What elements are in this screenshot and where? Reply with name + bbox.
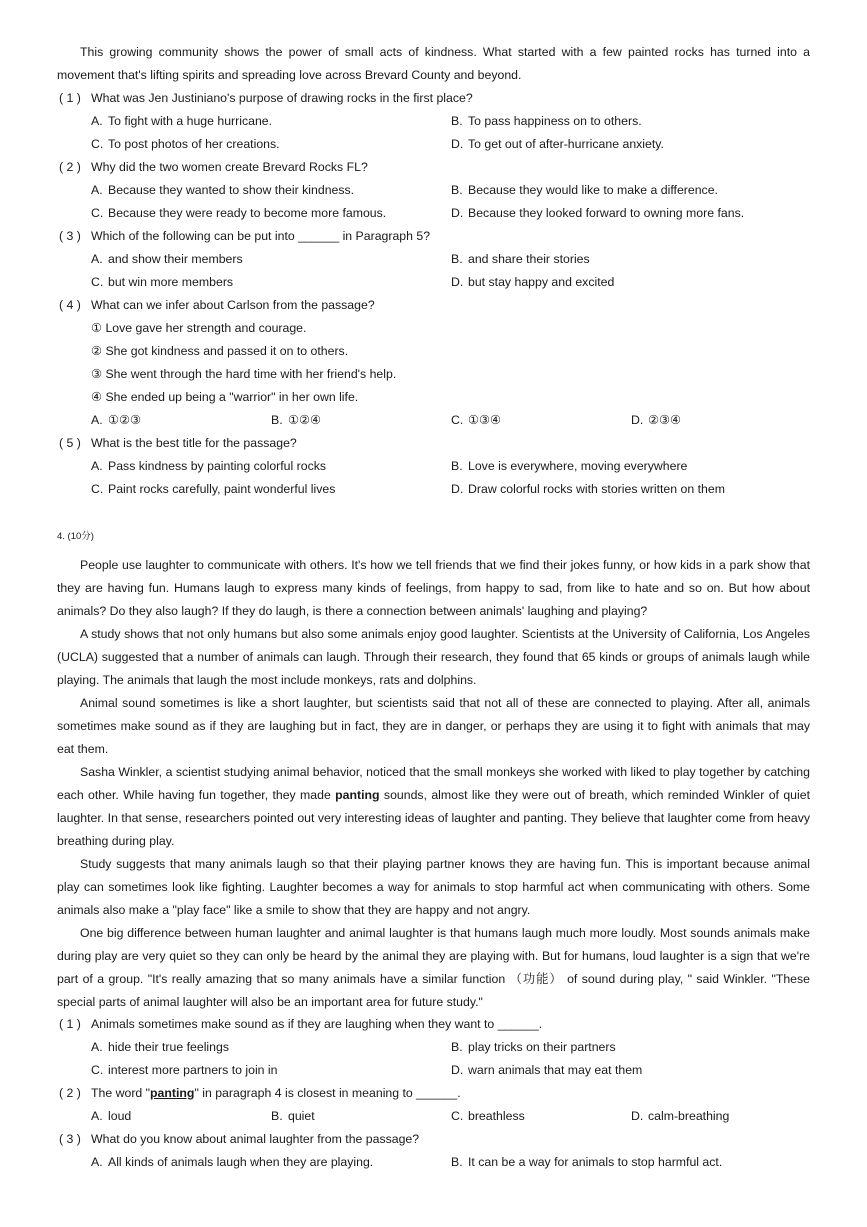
option-b: B. play tricks on their partners: [451, 1040, 616, 1054]
passage-paragraph-5: Study suggests that many animals laugh so that their playing partner knows they are having fun. This is important because animal play can sometimes look like fighting. Laughter becomes a way for animals to stop harmful act when communicating with others. Some animals also make a "play face" like a smile to show that they are happy and not angry.: [57, 857, 810, 917]
question-number: ( 3 ): [59, 1132, 81, 1146]
question-s4-1: [59, 1013, 542, 1036]
closing-paragraph: This growing community shows the power of small acts of kindness. What started with a few painted rocks has turned into a movement that's lifting spirits and spreading love across Brevard County and beyond.: [57, 45, 810, 82]
passage-paragraph-6: One big difference between human laughter and animal laughter is that humans laugh much more loudly. Most sounds animals make during play are very quiet so they can only be heard by the animal they are playing with. But for humans, loud laughter is a sign that we're part of a group. "It's really amazing that so many animals have a similar function （功能） of sound during play, " said Winkler. "These special parts of animal laughter will also be an important area for future study.": [57, 926, 810, 1009]
question-text: What can we infer about Carlson from the passage?: [91, 298, 375, 312]
option-d: D. but stay happy and excited: [451, 275, 615, 289]
statement-3: ③ She went through the hard time with her friend's help.: [91, 367, 397, 381]
question-s4-3: [59, 1128, 419, 1151]
question-number: ( 4 ): [59, 298, 81, 312]
option-c: C. interest more partners to join in: [91, 1063, 278, 1077]
question-text: What do you know about animal laughter from the passage?: [91, 1132, 420, 1146]
statement-2: ② She got kindness and passed it on to others.: [91, 344, 349, 358]
option-a: A. ①②③: [91, 413, 142, 427]
option-c: C. To post photos of her creations.: [91, 137, 280, 151]
statement-1: ① Love gave her strength and courage.: [91, 321, 307, 335]
option-b: B. Love is everywhere, moving everywhere: [451, 459, 688, 473]
question-text: Animals sometimes make sound as if they are laughing when they want to ______.: [91, 1017, 543, 1031]
option-c: C. ①③④: [451, 413, 502, 427]
question-number: ( 2 ): [59, 160, 81, 174]
option-a: A. Pass kindness by painting colorful rocks: [91, 459, 327, 473]
option-d: D. To get out of after-hurricane anxiety.: [451, 137, 664, 151]
option-c: C. but win more members: [91, 275, 234, 289]
underlined-word-panting: panting: [150, 1086, 195, 1100]
option-a: A. hide their true feelings: [91, 1040, 229, 1054]
option-d: D. Draw colorful rocks with stories written on them: [451, 482, 725, 496]
option-d: D. Because they looked forward to owning more fans.: [451, 206, 745, 220]
option-b: B. ①②④: [271, 413, 322, 427]
question-text: Which of the following can be put into ______ in Paragraph 5?: [91, 229, 431, 243]
question-number: ( 1 ): [59, 91, 81, 105]
question-number: ( 2 ): [59, 1086, 81, 1100]
question-s3-1: [59, 87, 473, 110]
bold-word-panting: panting: [335, 788, 380, 802]
option-c: C. Because they were ready to become more famous.: [91, 206, 387, 220]
question-number: ( 3 ): [59, 229, 81, 243]
question-s3-5: [59, 432, 297, 455]
question-number: ( 1 ): [59, 1017, 81, 1031]
question-s4-2: ( 2 ) The word "panting" in paragraph 4 is closest in meaning to ______.: [59, 1082, 461, 1105]
option-c: C. Paint rocks carefully, paint wonderful lives: [91, 482, 336, 496]
option-b: B. To pass happiness on to others.: [451, 114, 642, 128]
option-a: A. All kinds of animals laugh when they are playing.: [91, 1155, 374, 1169]
option-a: A. loud: [91, 1109, 132, 1123]
passage-paragraph-1: People use laughter to communicate with others. It's how we tell friends that we find their jokes funny, or how kids in a park show that they are having fun. Humans laugh to express many kinds of feelings, from happy to sad, from like to hate and so on. But how about animals? Do they also laugh? If they do laugh, is there a connection between animals' laughing and playing?: [57, 558, 810, 618]
option-a: A. To fight with a huge hurricane.: [91, 114, 273, 128]
passage-paragraph-2: A study shows that not only humans but also some animals enjoy good laughter. Scientists at the University of California, Los Angeles (UCLA) suggested that a number of animals can laugh. Through their research, they found that 65 kinds or groups of animals laugh while playing. The animals that laugh the most include monkeys, rats and dolphins.: [57, 627, 810, 687]
option-a: A. and show their members: [91, 252, 243, 266]
question-number: ( 5 ): [59, 436, 81, 450]
option-b: B. and share their stories: [451, 252, 590, 266]
question-text: What is the best title for the passage?: [91, 436, 297, 450]
option-d: D. warn animals that may eat them: [451, 1063, 643, 1077]
question-text: Why did the two women create Brevard Rocks FL?: [91, 160, 368, 174]
question-text: What was Jen Justiniano's purpose of drawing rocks in the first place?: [91, 91, 473, 105]
option-b: B. It can be a way for animals to stop harmful act.: [451, 1155, 723, 1169]
option-d: D. ②③④: [631, 413, 682, 427]
passage-paragraph-4: Sasha Winkler, a scientist studying animal behavior, noticed that the small monkeys she worked with liked to play together by catching each other. While having fun together, they made panting sounds, almost like they were out of breath, which reminded Winkler of quiet laughter. In that sense, researchers pointed out very interesting ideas of laughter and panting. They believe that laughter come from heavy breathing during play.: [57, 765, 810, 848]
statement-4: ④ She ended up being a "warrior" in her own life.: [91, 390, 359, 404]
option-c: C. breathless: [451, 1109, 525, 1123]
option-a: A. Because they wanted to show their kindness.: [91, 183, 355, 197]
question-s3-3: [59, 225, 430, 248]
passage-paragraph-3: Animal sound sometimes is like a short laughter, but scientists said that not all of these are connected to playing. After all, animals sometimes make sound as if they are laughing but in fact, they are in danger, or perhaps they are using it to fight with animals that may eat them.: [57, 696, 810, 756]
option-b: B. quiet: [271, 1109, 315, 1123]
question-s3-4: [59, 294, 375, 317]
option-b: B. Because they would like to make a difference.: [451, 183, 718, 197]
option-d: D. calm-breathing: [631, 1109, 730, 1123]
question-s3-2: [59, 156, 368, 179]
section-header: 4. (10分): [57, 531, 94, 542]
